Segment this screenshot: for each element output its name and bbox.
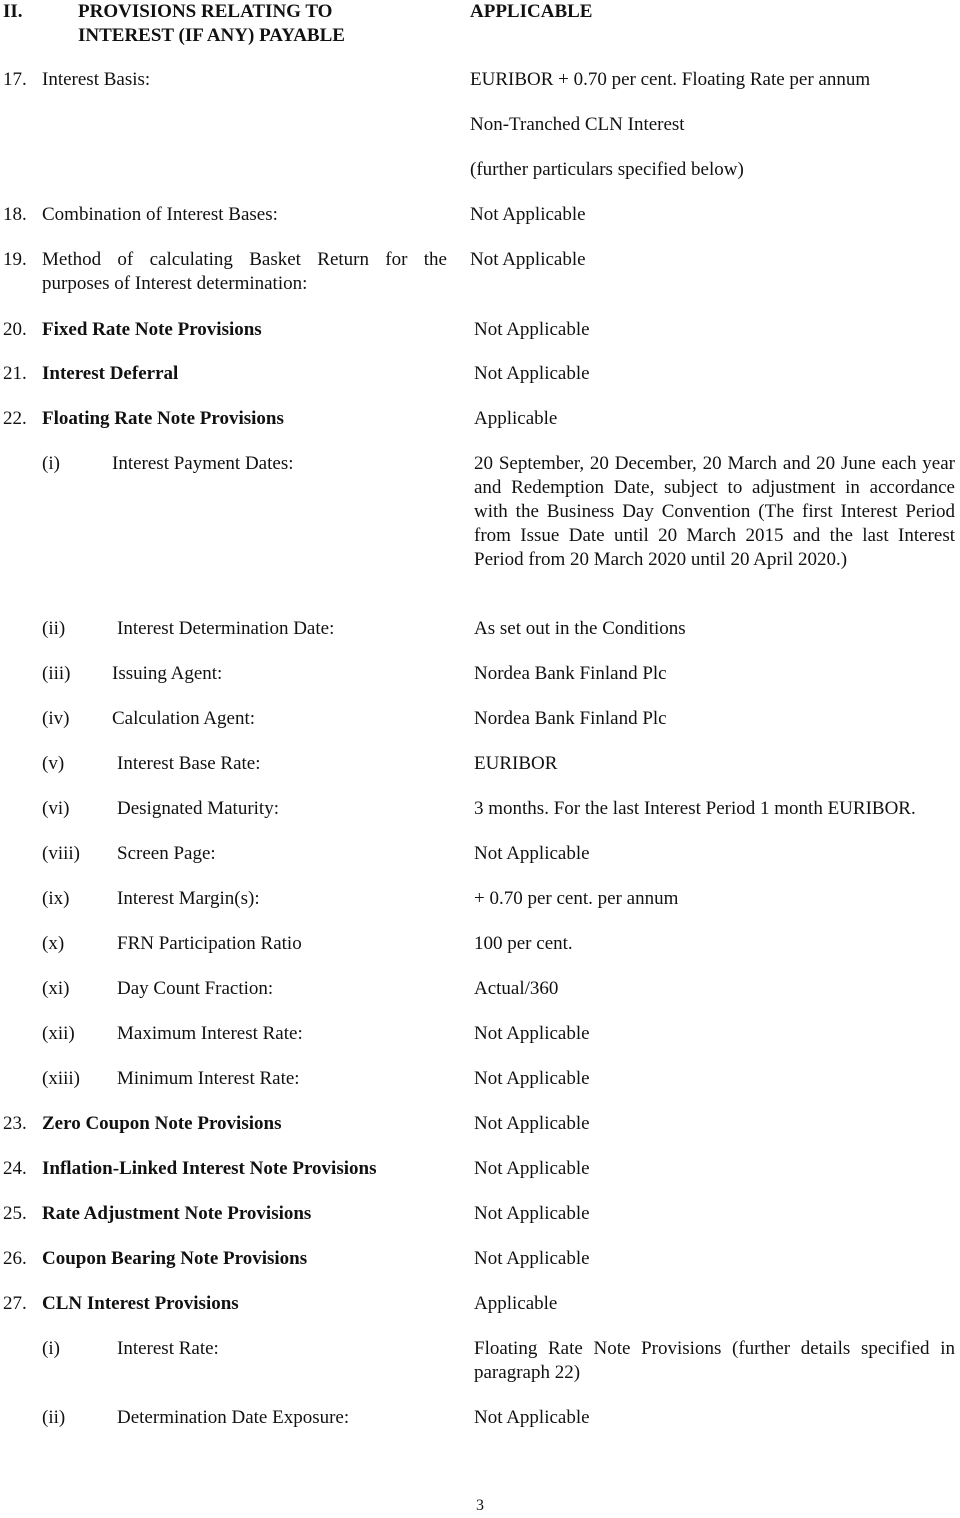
frn-v-number: (v): [42, 753, 65, 774]
item-22-label: Floating Rate Note Provisions: [42, 408, 284, 429]
frn-iii-number: (iii): [42, 663, 71, 684]
frn-vi-value: 3 months. For the last Interest Period 1 month EURIBOR.: [474, 798, 916, 819]
item-20-label: Fixed Rate Note Provisions: [42, 319, 262, 340]
frn-viii-label: Screen Page:: [117, 843, 216, 864]
item-17-number: 17.: [3, 69, 27, 90]
frn-x-value: 100 per cent.: [474, 933, 573, 954]
item-21-value: Not Applicable: [474, 363, 590, 384]
frn-xi-value: Actual/360: [474, 978, 559, 999]
cln-ii-label: Determination Date Exposure:: [117, 1407, 350, 1428]
item-27-number: 27.: [3, 1293, 27, 1314]
cln-i-value: Floating Rate Note Provisions (further details specified in paragraph 22): [474, 1338, 955, 1383]
item-21-number: 21.: [3, 363, 27, 384]
frn-ix-number: (ix): [42, 888, 70, 909]
item-17-value-line2: Non-Tranched CLN Interest: [470, 114, 685, 135]
frn-viii-value: Not Applicable: [474, 843, 590, 864]
frn-v-label: Interest Base Rate:: [117, 753, 261, 774]
item-25-number: 25.: [3, 1203, 27, 1224]
item-18-value: Not Applicable: [470, 204, 586, 225]
cln-ii-number: (ii): [42, 1407, 66, 1428]
item-25-value: Not Applicable: [474, 1203, 590, 1224]
frn-xi-label: Day Count Fraction:: [117, 978, 274, 999]
frn-ii-label: Interest Determination Date:: [117, 618, 335, 639]
item-22-number: 22.: [3, 408, 27, 429]
frn-iv-value: Nordea Bank Finland Plc: [474, 708, 667, 729]
frn-viii-number: (viii): [42, 843, 80, 864]
item-24-label: Inflation-Linked Interest Note Provisions: [42, 1158, 377, 1179]
item-20-number: 20.: [3, 319, 27, 340]
item-19-label: Method of calculating Basket Return for the purposes of Interest determination:: [42, 249, 447, 294]
frn-ix-label: Interest Margin(s):: [117, 888, 260, 909]
item-17-label: Interest Basis:: [42, 69, 151, 90]
frn-i-label: Interest Payment Dates:: [112, 453, 294, 474]
item-19-number: 19.: [3, 249, 27, 270]
frn-vi-label: Designated Maturity:: [117, 798, 279, 819]
item-18-label: Combination of Interest Bases:: [42, 204, 278, 225]
frn-v-value: EURIBOR: [474, 753, 558, 774]
item-24-value: Not Applicable: [474, 1158, 590, 1179]
section-heading-line1: PROVISIONS RELATING TO: [78, 1, 333, 22]
item-20-value: Not Applicable: [474, 319, 590, 340]
page-number: 3: [476, 1497, 484, 1514]
frn-xii-label: Maximum Interest Rate:: [117, 1023, 303, 1044]
item-25-label: Rate Adjustment Note Provisions: [42, 1203, 312, 1224]
item-23-label: Zero Coupon Note Provisions: [42, 1113, 282, 1134]
item-22-value: Applicable: [474, 408, 558, 429]
item-27-value: Applicable: [474, 1293, 558, 1314]
frn-x-label: FRN Participation Ratio: [117, 933, 302, 954]
frn-xii-number: (xii): [42, 1023, 75, 1044]
cln-i-label: Interest Rate:: [117, 1338, 219, 1359]
frn-ii-value: As set out in the Conditions: [474, 618, 686, 639]
item-18-number: 18.: [3, 204, 27, 225]
item-17-value-line3: (further particulars specified below): [470, 159, 744, 180]
frn-i-value: 20 September, 20 December, 20 March and 20 June each year and Redemption Date, subject to adjustment in accordance with the Business Day Convention (The first Interest Period from Issue Date until 20 March 2015 and the last Interest Period from 20 March 2020 until 20 April 2020.): [474, 453, 955, 570]
item-21-label: Interest Deferral: [42, 363, 179, 384]
frn-ii-number: (ii): [42, 618, 66, 639]
item-26-label: Coupon Bearing Note Provisions: [42, 1248, 308, 1269]
item-17-value-line1: EURIBOR + 0.70 per cent. Floating Rate per annum: [470, 69, 871, 90]
frn-xiii-label: Minimum Interest Rate:: [117, 1068, 300, 1089]
frn-xiii-value: Not Applicable: [474, 1068, 590, 1089]
cln-i-number: (i): [42, 1338, 60, 1359]
frn-ix-value: + 0.70 per cent. per annum: [474, 888, 679, 909]
item-24-number: 24.: [3, 1158, 27, 1179]
item-19-value: Not Applicable: [470, 249, 586, 270]
item-27-label: CLN Interest Provisions: [42, 1293, 239, 1314]
section-status: APPLICABLE: [470, 1, 593, 22]
frn-i-number: (i): [42, 453, 60, 474]
frn-x-number: (x): [42, 933, 65, 954]
frn-iv-label: Calculation Agent:: [112, 708, 256, 729]
frn-iii-value: Nordea Bank Finland Plc: [474, 663, 667, 684]
frn-xii-value: Not Applicable: [474, 1023, 590, 1044]
frn-xi-number: (xi): [42, 978, 70, 999]
frn-xiii-number: (xiii): [42, 1068, 80, 1089]
section-number: II.: [3, 1, 23, 22]
section-heading-line2: INTEREST (IF ANY) PAYABLE: [78, 25, 345, 46]
frn-vi-number: (vi): [42, 798, 70, 819]
item-23-value: Not Applicable: [474, 1113, 590, 1134]
item-23-number: 23.: [3, 1113, 27, 1134]
item-26-value: Not Applicable: [474, 1248, 590, 1269]
cln-ii-value: Not Applicable: [474, 1407, 590, 1428]
frn-iii-label: Issuing Agent:: [112, 663, 223, 684]
item-26-number: 26.: [3, 1248, 27, 1269]
frn-iv-number: (iv): [42, 708, 70, 729]
